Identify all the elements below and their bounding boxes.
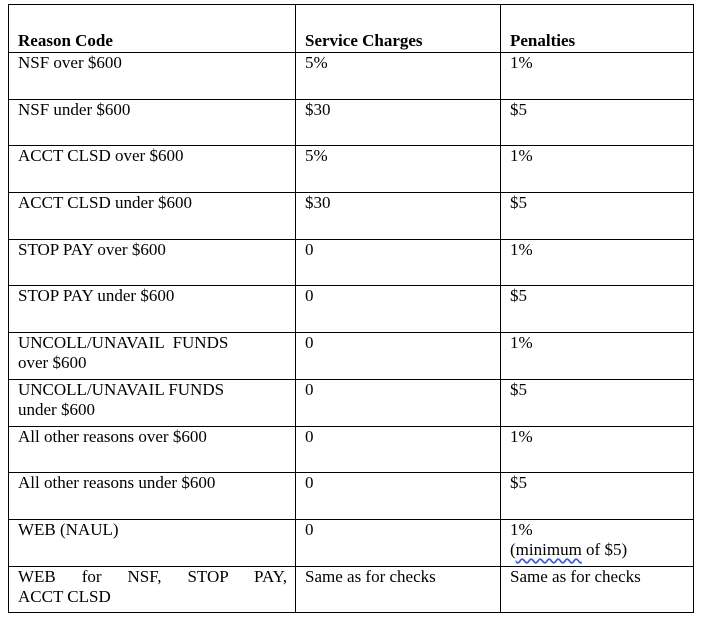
penalty-cell: 1% [501,53,694,100]
table-row [9,473,694,520]
table-row [9,53,694,100]
fee-table [8,4,694,613]
penalty-cell [501,519,694,566]
header-reason-code: Reason Code [9,5,296,53]
reason-cell: NSF under $600 [9,99,296,146]
table-row [9,239,694,286]
reason-cell: ACCT CLSD under $600 [9,193,296,240]
reason-cell: WEB (NAUL) [9,519,296,566]
service-charge-cell: 0 [296,286,501,333]
table-row [9,519,694,566]
penalty-cell: $5 [501,193,694,240]
penalty-cell: 1% [501,426,694,473]
service-charge-cell: 0 [296,473,501,520]
reason-cell: ACCT CLSD over $600 [9,146,296,193]
service-charge-cell: 0 [296,239,501,286]
table-row [9,379,694,426]
table-row [9,146,694,193]
table-row [9,193,694,240]
reason-cell: NSF over $600 [9,53,296,100]
table-row [9,99,694,146]
reason-cell: All other reasons under $600 [9,473,296,520]
penalty-line-1: 1% [510,519,533,539]
table-row [9,566,694,613]
reason-cell [9,333,296,380]
service-charge-cell: 0 [296,426,501,473]
service-charge-cell: 0 [296,333,501,380]
header-penalties: Penalties [501,5,694,53]
service-charge-cell: $30 [296,193,501,240]
reason-cell [9,566,296,613]
penalty-line-2 [510,540,685,560]
table-row [9,286,694,333]
service-charge-cell: 5% [296,146,501,193]
reason-line-1: WEB for NSF, STOP PAY, [18,566,287,586]
reason-line-2: under $600 [18,399,95,419]
penalty-cell: 1% [501,146,694,193]
penalty-cell: 1% [501,333,694,380]
service-charge-cell: Same as for checks [296,566,501,613]
service-charge-cell: 5% [296,53,501,100]
service-charge-cell: 0 [296,519,501,566]
reason-cell: All other reasons over $600 [9,426,296,473]
reason-cell: STOP PAY under $600 [9,286,296,333]
table-row [9,426,694,473]
reason-cell: STOP PAY over $600 [9,239,296,286]
reason-line-1: UNCOLL/UNAVAIL FUNDS [18,379,225,399]
reason-line-1: UNCOLL/UNAVAIL FUNDS [18,333,229,353]
penalty-cell: 1% [501,239,694,286]
penalty-cell: $5 [501,286,694,333]
reason-cell [9,379,296,426]
paren-open: ( [510,539,516,559]
penalty-cell: $5 [501,379,694,426]
service-charge-cell: $30 [296,99,501,146]
spellcheck-word: minimum [515,539,582,559]
reason-line-2: over $600 [18,353,87,373]
header-service-charges: Service Charges [296,5,501,53]
table-row [9,333,694,380]
penalty-cell: $5 [501,473,694,520]
header-row [9,5,694,53]
penalty-minimum-rest: of $5) [581,539,628,559]
reason-line-2: ACCT CLSD [18,586,111,606]
penalty-cell: Same as for checks [501,566,694,613]
service-charge-cell: 0 [296,379,501,426]
penalty-cell: $5 [501,99,694,146]
